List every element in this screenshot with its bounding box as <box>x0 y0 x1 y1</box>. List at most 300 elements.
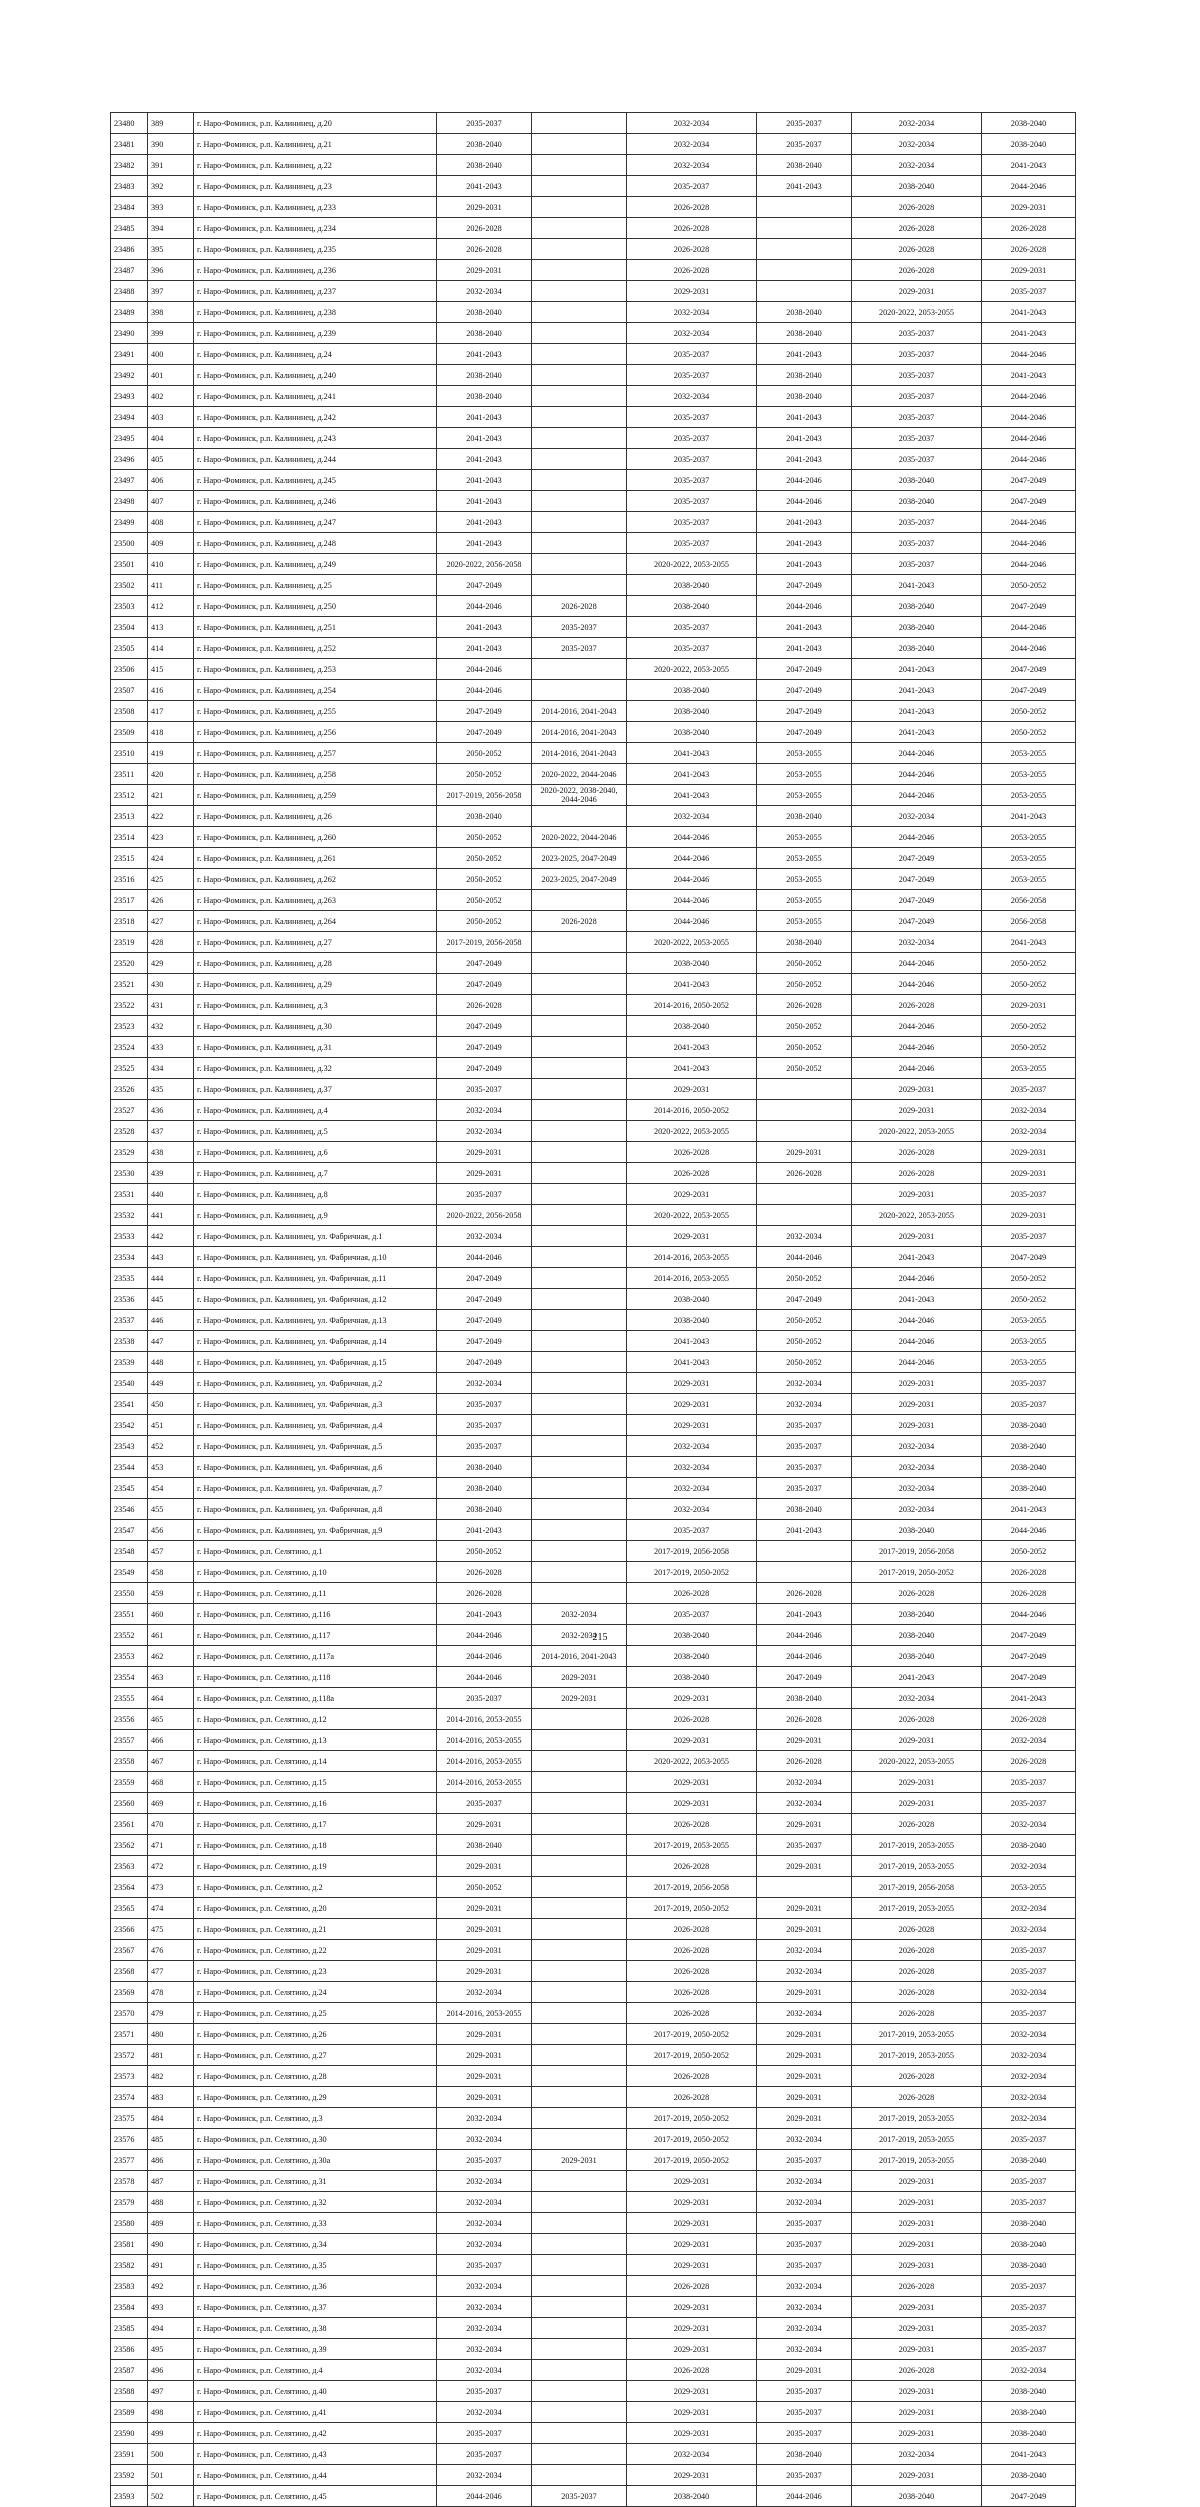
table-cell: 2035-2037 <box>627 533 757 554</box>
table-cell: 23538 <box>111 1331 148 1352</box>
table-row <box>111 1667 1076 1688</box>
table-cell: 23560 <box>111 1793 148 1814</box>
table-row <box>111 869 1076 890</box>
table-row <box>111 365 1076 386</box>
table-cell: 2017-2019, 2053-2055 <box>627 1835 757 1856</box>
table-cell: 2035-2037 <box>982 1373 1076 1394</box>
table-cell: 2038-2040 <box>437 386 532 407</box>
table-cell: 2029-2031 <box>757 1898 852 1919</box>
table-cell: 395 <box>148 239 194 260</box>
table-cell: 2044-2046 <box>852 827 982 848</box>
table-cell: 451 <box>148 1415 194 1436</box>
table-cell: 415 <box>148 659 194 680</box>
table-cell <box>532 995 627 1016</box>
table-cell: 2038-2040 <box>982 1415 1076 1436</box>
table-row <box>111 2402 1076 2423</box>
table-row <box>111 1961 1076 1982</box>
table-cell: 2035-2037 <box>627 1520 757 1541</box>
table-cell <box>757 1541 852 1562</box>
table-cell: 439 <box>148 1163 194 1184</box>
table-cell: 2050-2052 <box>757 1058 852 1079</box>
table-cell: г. Наро-Фоминск, р.п. Селятино, д.43 <box>194 2444 437 2465</box>
table-cell: 2014-2016, 2053-2055 <box>437 1730 532 1751</box>
table-cell: 23577 <box>111 2150 148 2171</box>
table-cell: 23551 <box>111 1604 148 1625</box>
table-cell: 466 <box>148 1730 194 1751</box>
table-cell: 2044-2046 <box>852 953 982 974</box>
table-cell: 2044-2046 <box>982 344 1076 365</box>
table-cell: 2035-2037 <box>852 407 982 428</box>
table-cell <box>532 470 627 491</box>
table-cell: 2035-2037 <box>757 2465 852 2486</box>
table-row <box>111 1751 1076 1772</box>
table-cell: 2050-2052 <box>437 890 532 911</box>
table-cell <box>757 1205 852 1226</box>
table-row <box>111 1520 1076 1541</box>
table-cell: г. Наро-Фоминск, р.п. Калининец, д.29 <box>194 974 437 995</box>
table-cell: 2038-2040 <box>627 722 757 743</box>
table-row <box>111 1037 1076 1058</box>
table-cell: 23517 <box>111 890 148 911</box>
table-cell: 2050-2052 <box>982 953 1076 974</box>
table-cell <box>532 1352 627 1373</box>
table-cell: 2035-2037 <box>982 1940 1076 1961</box>
table-cell: 2035-2037 <box>757 2150 852 2171</box>
table-cell: 2029-2031 <box>437 1940 532 1961</box>
table-cell: 2044-2046 <box>437 1646 532 1667</box>
table-cell: 2047-2049 <box>437 1310 532 1331</box>
table-cell: 2038-2040 <box>852 470 982 491</box>
table-cell: 2029-2031 <box>757 2066 852 2087</box>
table-cell: 450 <box>148 1394 194 1415</box>
table-cell <box>532 1730 627 1751</box>
table-cell: 2035-2037 <box>982 2192 1076 2213</box>
table-cell: 502 <box>148 2486 194 2507</box>
table-cell: 2047-2049 <box>437 1058 532 1079</box>
table-cell: г. Наро-Фоминск, р.п. Селятино, д.3 <box>194 2108 437 2129</box>
table-cell: 2044-2046 <box>757 1646 852 1667</box>
table-cell: 2050-2052 <box>757 1352 852 1373</box>
table-cell: 2014-2016, 2041-2043 <box>532 743 627 764</box>
table-cell: 2032-2034 <box>757 2339 852 2360</box>
table-cell: 2044-2046 <box>757 2486 852 2507</box>
table-cell: 2041-2043 <box>852 701 982 722</box>
table-cell: 2032-2034 <box>437 2213 532 2234</box>
table-cell: г. Наро-Фоминск, р.п. Калининец, д.3 <box>194 995 437 1016</box>
table-cell: 2041-2043 <box>437 638 532 659</box>
table-cell <box>532 2381 627 2402</box>
table-cell: 2044-2046 <box>437 1667 532 1688</box>
table-cell: 2026-2028 <box>852 2066 982 2087</box>
table-cell: г. Наро-Фоминск, р.п. Калининец, ул. Фабричная, д.7 <box>194 1478 437 1499</box>
table-cell: г. Наро-Фоминск, р.п. Калининец, д.257 <box>194 743 437 764</box>
table-cell: 405 <box>148 449 194 470</box>
table-cell: 2047-2049 <box>982 1625 1076 1646</box>
table-cell: 490 <box>148 2234 194 2255</box>
table-cell: 2035-2037 <box>627 470 757 491</box>
table-cell: 23561 <box>111 1814 148 1835</box>
table-cell: 2047-2049 <box>982 680 1076 701</box>
table-cell: 2038-2040 <box>852 1646 982 1667</box>
table-cell: 2029-2031 <box>982 995 1076 1016</box>
table-cell: 2032-2034 <box>852 1457 982 1478</box>
table-cell: 2050-2052 <box>437 911 532 932</box>
table-cell: 23544 <box>111 1457 148 1478</box>
table-row <box>111 407 1076 428</box>
table-cell: 2029-2031 <box>627 1079 757 1100</box>
table-cell: 23585 <box>111 2318 148 2339</box>
table-cell: 2047-2049 <box>982 596 1076 617</box>
table-cell: г. Наро-Фоминск, р.п. Калининец, д.259 <box>194 785 437 806</box>
table-cell: 2047-2049 <box>757 659 852 680</box>
table-cell: 2044-2046 <box>852 1268 982 1289</box>
table-cell: 2032-2034 <box>437 1226 532 1247</box>
table-cell <box>532 386 627 407</box>
table-row <box>111 827 1076 848</box>
table-row <box>111 1226 1076 1247</box>
table-cell: 23489 <box>111 302 148 323</box>
table-cell: 2032-2034 <box>627 323 757 344</box>
table-cell: 459 <box>148 1583 194 1604</box>
table-cell: 23570 <box>111 2003 148 2024</box>
table-cell: 2053-2055 <box>982 1310 1076 1331</box>
table-cell: 2029-2031 <box>627 1184 757 1205</box>
table-cell: 23540 <box>111 1373 148 1394</box>
table-cell: 2032-2034 <box>437 2171 532 2192</box>
table-row <box>111 995 1076 1016</box>
table-cell: 2041-2043 <box>982 302 1076 323</box>
table-cell: 23507 <box>111 680 148 701</box>
table-cell: г. Наро-Фоминск, р.п. Калининец, д.245 <box>194 470 437 491</box>
table-cell: 2044-2046 <box>437 680 532 701</box>
table-cell: 23584 <box>111 2297 148 2318</box>
table-cell: 2032-2034 <box>757 2192 852 2213</box>
table-cell: 2032-2034 <box>627 1478 757 1499</box>
table-cell: 23575 <box>111 2108 148 2129</box>
table-cell: 482 <box>148 2066 194 2087</box>
table-cell: 2032-2034 <box>437 1982 532 2003</box>
table-cell <box>532 1373 627 1394</box>
table-cell <box>532 1163 627 1184</box>
table-cell: 2032-2034 <box>852 1436 982 1457</box>
table-cell: 2035-2037 <box>627 344 757 365</box>
table-cell: 2026-2028 <box>437 1583 532 1604</box>
table-cell: 2029-2031 <box>852 281 982 302</box>
table-cell: 2035-2037 <box>757 1436 852 1457</box>
table-cell: 23492 <box>111 365 148 386</box>
table-cell: г. Наро-Фоминск, р.п. Калининец, д.254 <box>194 680 437 701</box>
page-number: 215 <box>592 1632 608 1643</box>
table-row <box>111 344 1076 365</box>
table-cell: 23516 <box>111 869 148 890</box>
table-cell: 2029-2031 <box>982 1205 1076 1226</box>
table-cell: 23583 <box>111 2276 148 2297</box>
table-cell: 458 <box>148 1562 194 1583</box>
table-cell: 2032-2034 <box>982 1121 1076 1142</box>
table-row <box>111 911 1076 932</box>
table-cell: г. Наро-Фоминск, р.п. Калининец, ул. Фабричная, д.3 <box>194 1394 437 1415</box>
table-cell: 2026-2028 <box>627 2087 757 2108</box>
table-cell: г. Наро-Фоминск, р.п. Калининец, ул. Фабричная, д.4 <box>194 1415 437 1436</box>
table-row <box>111 2003 1076 2024</box>
table-cell: 2044-2046 <box>982 428 1076 449</box>
table-cell: 2035-2037 <box>982 2339 1076 2360</box>
table-cell: 2047-2049 <box>757 575 852 596</box>
table-cell: 2026-2028 <box>627 218 757 239</box>
table-cell: 436 <box>148 1100 194 1121</box>
table-cell <box>532 890 627 911</box>
table-cell: 2026-2028 <box>757 1751 852 1772</box>
table-cell: 2047-2049 <box>757 1667 852 1688</box>
table-cell: 23512 <box>111 785 148 806</box>
table-cell: 2029-2031 <box>627 2171 757 2192</box>
table-cell: 475 <box>148 1919 194 1940</box>
table-cell: 424 <box>148 848 194 869</box>
table-cell: 23522 <box>111 995 148 1016</box>
table-cell: 2050-2052 <box>757 1331 852 1352</box>
table-cell: 2032-2034 <box>757 2171 852 2192</box>
table-cell: 23545 <box>111 1478 148 1499</box>
table-cell: 2032-2034 <box>982 2360 1076 2381</box>
table-cell: 2053-2055 <box>757 827 852 848</box>
table-cell: 2029-2031 <box>852 1226 982 1247</box>
table-row <box>111 1205 1076 1226</box>
table-cell: 23481 <box>111 134 148 155</box>
table-cell <box>532 449 627 470</box>
table-cell: 2041-2043 <box>757 407 852 428</box>
table-cell: 2035-2037 <box>982 2276 1076 2297</box>
table-cell: 432 <box>148 1016 194 1037</box>
table-cell: г. Наро-Фоминск, р.п. Калининец, ул. Фабричная, д.9 <box>194 1520 437 1541</box>
table-cell <box>532 218 627 239</box>
table-cell: 419 <box>148 743 194 764</box>
table-row <box>111 1058 1076 1079</box>
table-cell: 2032-2034 <box>852 155 982 176</box>
table-cell: 2044-2046 <box>437 1247 532 1268</box>
table-cell: 465 <box>148 1709 194 1730</box>
table-row <box>111 1709 1076 1730</box>
table-cell: 431 <box>148 995 194 1016</box>
table-cell: г. Наро-Фоминск, р.п. Селятино, д.16 <box>194 1793 437 1814</box>
table-row <box>111 1331 1076 1352</box>
table-cell: 2038-2040 <box>437 1478 532 1499</box>
table-cell <box>532 1898 627 1919</box>
table-cell: 2050-2052 <box>982 1289 1076 1310</box>
table-row <box>111 638 1076 659</box>
table-cell: 2032-2034 <box>852 1499 982 1520</box>
table-cell: 2041-2043 <box>982 323 1076 344</box>
table-cell: 2026-2028 <box>852 197 982 218</box>
table-cell: 23567 <box>111 1940 148 1961</box>
table-cell: 2029-2031 <box>437 1961 532 1982</box>
table-cell: 2026-2028 <box>852 1961 982 1982</box>
table-cell: 2035-2037 <box>627 428 757 449</box>
table-cell: 2026-2028 <box>852 218 982 239</box>
table-cell: 491 <box>148 2255 194 2276</box>
table-cell: 23546 <box>111 1499 148 1520</box>
table-cell: 2041-2043 <box>757 512 852 533</box>
table-cell: г. Наро-Фоминск, р.п. Калининец, д.261 <box>194 848 437 869</box>
table-cell: 2032-2034 <box>982 1814 1076 1835</box>
table-cell: 2050-2052 <box>982 1016 1076 1037</box>
table-cell: г. Наро-Фоминск, р.п. Селятино, д.30 <box>194 2129 437 2150</box>
table-cell: 2029-2031 <box>627 2255 757 2276</box>
table-cell: 2032-2034 <box>982 1919 1076 1940</box>
table-cell: 2032-2034 <box>757 1793 852 1814</box>
table-cell: 2053-2055 <box>982 1877 1076 1898</box>
table-cell: 2053-2055 <box>982 1331 1076 1352</box>
table-cell: 2032-2034 <box>982 2108 1076 2129</box>
table-cell: 2050-2052 <box>982 1268 1076 1289</box>
table-cell: 2047-2049 <box>757 722 852 743</box>
table-cell: 2014-2016, 2053-2055 <box>627 1268 757 1289</box>
table-cell: 2032-2034 <box>437 2108 532 2129</box>
table-cell: г. Наро-Фоминск, р.п. Селятино, д.37 <box>194 2297 437 2318</box>
table-cell: 2026-2028 <box>627 1709 757 1730</box>
table-cell <box>532 1793 627 1814</box>
table-row <box>111 1919 1076 1940</box>
table-row <box>111 302 1076 323</box>
table-cell: 2032-2034 <box>982 1100 1076 1121</box>
table-row <box>111 1184 1076 1205</box>
table-row <box>111 197 1076 218</box>
table-cell <box>532 197 627 218</box>
table-cell: 2050-2052 <box>757 953 852 974</box>
table-row <box>111 155 1076 176</box>
table-cell: 2035-2037 <box>982 1184 1076 1205</box>
table-cell: 2035-2037 <box>757 1457 852 1478</box>
table-cell <box>532 491 627 512</box>
table-cell: 2035-2037 <box>437 2255 532 2276</box>
table-cell: г. Наро-Фоминск, р.п. Калининец, д.236 <box>194 260 437 281</box>
table-row <box>111 1310 1076 1331</box>
table-cell: 406 <box>148 470 194 491</box>
table-cell <box>532 176 627 197</box>
table-cell <box>532 932 627 953</box>
table-cell: 2047-2049 <box>437 1289 532 1310</box>
table-row <box>111 2297 1076 2318</box>
table-cell: 2032-2034 <box>852 113 982 134</box>
table-cell: 23532 <box>111 1205 148 1226</box>
table-cell: 2026-2028 <box>852 1163 982 1184</box>
table-cell: 2029-2031 <box>627 1226 757 1247</box>
table-cell <box>532 512 627 533</box>
table-cell: 23533 <box>111 1226 148 1247</box>
table-cell: 2047-2049 <box>437 1268 532 1289</box>
table-cell: 2041-2043 <box>757 617 852 638</box>
table-cell: 2026-2028 <box>627 1163 757 1184</box>
table-cell: 2041-2043 <box>437 1604 532 1625</box>
table-cell: 2029-2031 <box>437 1898 532 1919</box>
table-cell: 496 <box>148 2360 194 2381</box>
table-cell: 2035-2037 <box>437 1436 532 1457</box>
table-cell: 2017-2019, 2053-2055 <box>852 2129 982 2150</box>
table-cell <box>532 2318 627 2339</box>
table-cell: 486 <box>148 2150 194 2171</box>
table-cell: г. Наро-Фоминск, р.п. Калининец, д.241 <box>194 386 437 407</box>
table-cell: 2035-2037 <box>437 1394 532 1415</box>
table-cell: г. Наро-Фоминск, р.п. Селятино, д.12 <box>194 1709 437 1730</box>
table-cell: 2026-2028 <box>437 218 532 239</box>
table-cell: 2041-2043 <box>757 638 852 659</box>
table-cell: 2047-2049 <box>982 470 1076 491</box>
table-cell: 2035-2037 <box>757 113 852 134</box>
table-cell <box>757 197 852 218</box>
table-cell <box>532 1520 627 1541</box>
table-cell: 474 <box>148 1898 194 1919</box>
table-cell: 2029-2031 <box>627 1730 757 1751</box>
table-cell: 2047-2049 <box>757 1289 852 1310</box>
table-cell: 2023-2025, 2047-2049 <box>532 869 627 890</box>
table-cell: 2035-2037 <box>757 2381 852 2402</box>
table-cell: 497 <box>148 2381 194 2402</box>
table-cell: 2050-2052 <box>757 1310 852 1331</box>
table-cell: 23547 <box>111 1520 148 1541</box>
table-cell <box>532 1562 627 1583</box>
table-cell: 2041-2043 <box>437 617 532 638</box>
table-cell: 23521 <box>111 974 148 995</box>
table-cell: г. Наро-Фоминск, р.п. Селятино, д.10 <box>194 1562 437 1583</box>
table-cell: 23566 <box>111 1919 148 1940</box>
table-cell: 2041-2043 <box>757 1520 852 1541</box>
table-cell: 2038-2040 <box>982 2234 1076 2255</box>
table-cell: г. Наро-Фоминск, р.п. Калининец, д.263 <box>194 890 437 911</box>
table-row <box>111 974 1076 995</box>
table-cell: г. Наро-Фоминск, р.п. Калининец, д.244 <box>194 449 437 470</box>
table-cell: 463 <box>148 1667 194 1688</box>
table-cell: 2050-2052 <box>437 1877 532 1898</box>
table-cell: 23558 <box>111 1751 148 1772</box>
table-row <box>111 2486 1076 2507</box>
table-cell: г. Наро-Фоминск, р.п. Калининец, д.260 <box>194 827 437 848</box>
table-cell: 2032-2034 <box>437 2129 532 2150</box>
table-cell: 2050-2052 <box>982 974 1076 995</box>
table-cell: 23514 <box>111 827 148 848</box>
table-row <box>111 596 1076 617</box>
table-cell <box>532 2213 627 2234</box>
table-cell: г. Наро-Фоминск, р.п. Калининец, д.20 <box>194 113 437 134</box>
table-cell: 2017-2019, 2050-2052 <box>627 2024 757 2045</box>
table-cell: 2026-2028 <box>437 995 532 1016</box>
table-cell: г. Наро-Фоминск, р.п. Калининец, д.6 <box>194 1142 437 1163</box>
table-cell: 2044-2046 <box>757 596 852 617</box>
table-cell: 2014-2016, 2053-2055 <box>437 1709 532 1730</box>
table-cell: 2032-2034 <box>437 2402 532 2423</box>
table-cell: 2044-2046 <box>982 638 1076 659</box>
table-cell: 23557 <box>111 1730 148 1751</box>
table-cell: 2029-2031 <box>627 1373 757 1394</box>
table-cell: 23562 <box>111 1835 148 1856</box>
table-cell: 23593 <box>111 2486 148 2507</box>
schedule-table <box>110 112 1076 2507</box>
table-cell: 2029-2031 <box>627 2465 757 2486</box>
table-row <box>111 2213 1076 2234</box>
table-cell: 2032-2034 <box>437 2276 532 2297</box>
table-cell: 2041-2043 <box>627 785 757 806</box>
table-cell: 23573 <box>111 2066 148 2087</box>
table-cell: 2041-2043 <box>437 407 532 428</box>
table-cell: г. Наро-Фоминск, р.п. Калининец, д.27 <box>194 932 437 953</box>
table-cell: г. Наро-Фоминск, р.п. Селятино, д.17 <box>194 1814 437 1835</box>
table-cell: 2035-2037 <box>627 491 757 512</box>
table-cell <box>532 1142 627 1163</box>
table-cell: 2050-2052 <box>982 701 1076 722</box>
table-cell <box>532 2276 627 2297</box>
table-cell: 2029-2031 <box>627 1688 757 1709</box>
table-cell: 2041-2043 <box>627 1352 757 1373</box>
table-cell: 389 <box>148 113 194 134</box>
table-cell <box>757 1100 852 1121</box>
